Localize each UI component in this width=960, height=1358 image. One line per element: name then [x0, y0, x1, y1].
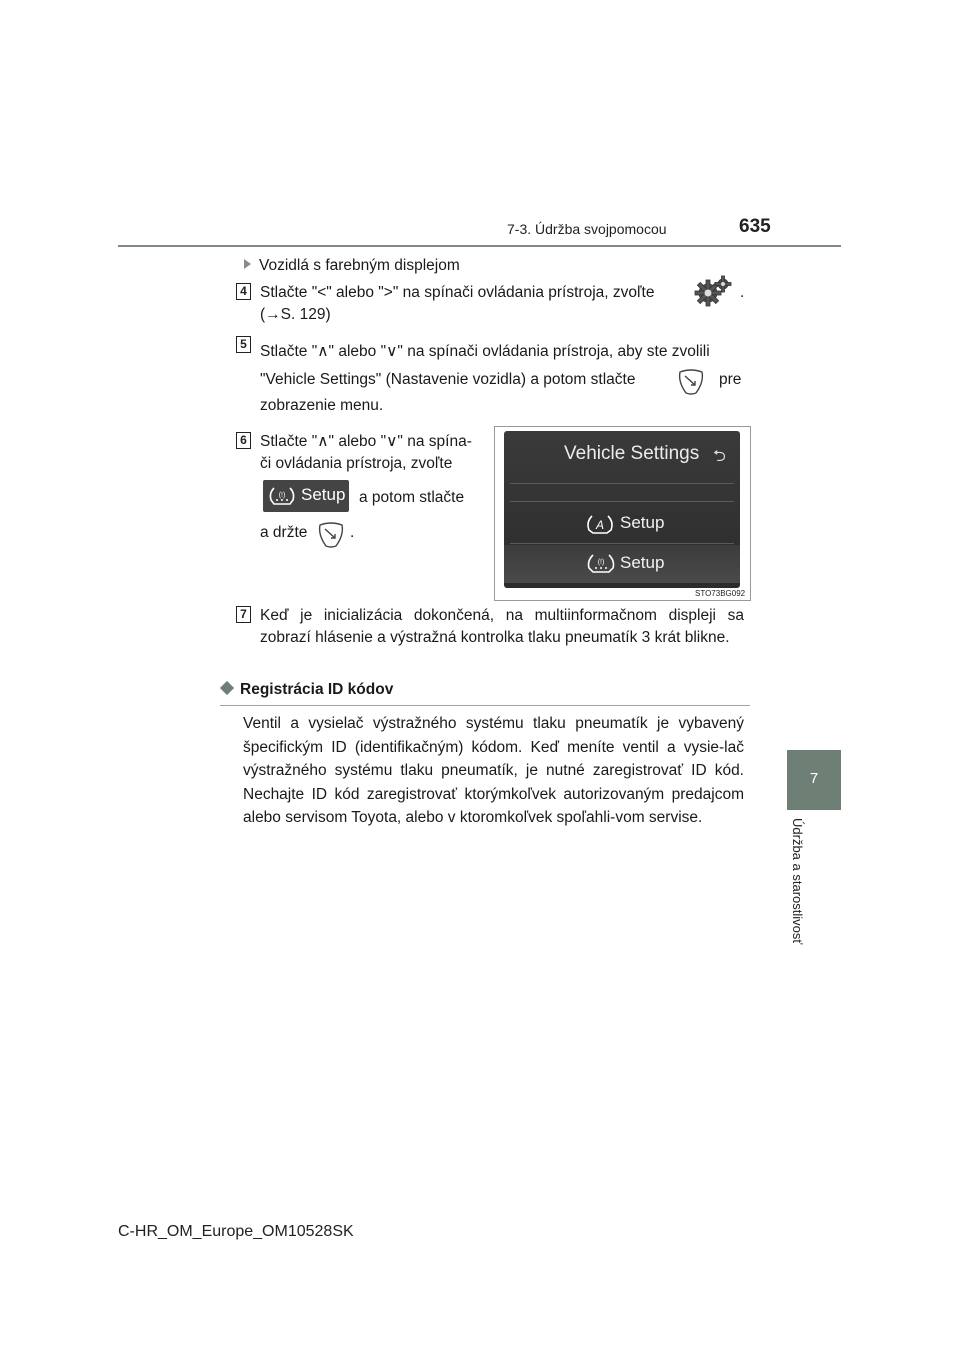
- step-5-line-2: "Vehicle Settings" (Nastavenie vozidla) a potom stlačte: [260, 371, 636, 388]
- screen-divider: [510, 483, 734, 484]
- svg-text:(!): (!): [278, 492, 286, 499]
- step-4-period: .: [740, 284, 745, 301]
- step-6-line-2: či ovládania prístroja, zvoľte: [260, 455, 453, 472]
- menu-item-tire-setup: [504, 545, 740, 583]
- tire-pressure-icon: [268, 485, 296, 507]
- diamond-bullet-icon: [220, 681, 234, 695]
- svg-text:A: A: [595, 518, 605, 532]
- step-number-6: 6: [236, 432, 251, 449]
- step-4-line-1: [260, 282, 750, 304]
- section-title: 7-3. Údržba svojpomocou: [507, 221, 667, 237]
- step-5-pre: pre: [719, 371, 742, 388]
- bullet-heading-text: Vozidlá s farebným displejom: [259, 257, 460, 274]
- subsection-body: Ventil a vysielač výstražného systému tlaku pneumatík je vybavený špecifickým ID (identifikačným) kódom. Keď meníte ventil a vysie-lač výstražného systému tlaku pneumatík, je nutné zaregistrovať ID kód. Nechajte ID kód zaregistrovať ktorýmkoľvek autorizovaným predajcom alebo servisom Toyota, alebo v ktoromkoľvek spoľahli-vom servise.: [243, 715, 744, 826]
- step-5-line-3: zobrazenie menu.: [260, 397, 384, 414]
- menu-item-label: Setup: [620, 553, 665, 572]
- menu-item-label: Setup: [620, 513, 665, 532]
- screen-divider: [510, 501, 734, 502]
- step-7-text: Keď je inicializácia dokončená, na multiinformačnom displeji sa zobrazí hlásenie a výstražná kontrolka tlaku pneumatík 3 krát blikne.: [260, 607, 744, 646]
- svg-text:(!): (!): [597, 559, 605, 566]
- display-screen: [504, 431, 740, 588]
- document-code-footer: C-HR_OM_Europe_OM10528SK: [118, 1223, 354, 1240]
- subsection-divider: [220, 705, 750, 706]
- subsection-title: Registrácia ID kódov: [240, 681, 394, 698]
- ok-button-icon: [676, 366, 706, 396]
- image-code: STO73BG092: [695, 589, 746, 598]
- tire-pressure-icon: [586, 552, 616, 576]
- chapter-label: Údržba a starostlivosť: [790, 818, 805, 945]
- page-number: 635: [739, 216, 771, 237]
- ok-button-icon: [316, 519, 346, 549]
- step-4-text: Stlačte "<" alebo ">" na spínači ovládania prístroja, zvoľte: [260, 284, 655, 301]
- step-6-period: .: [350, 524, 355, 541]
- triangle-bullet-icon: [244, 259, 251, 269]
- step-6-line-3: a potom stlačte: [359, 489, 465, 506]
- screen-divider: [510, 543, 734, 544]
- vehicle-settings-screen-image: [494, 426, 751, 601]
- menu-item-auto-setup: [504, 505, 740, 543]
- back-arrow-icon: ⮌: [713, 448, 726, 465]
- setup-chip-label: Setup: [301, 485, 346, 504]
- step-number-7: 7: [236, 606, 251, 623]
- step-number-5: 5: [236, 336, 251, 353]
- auto-icon: [584, 512, 616, 536]
- step-number-4: 4: [236, 283, 251, 300]
- step-6-line-1: Stlačte "∧" alebo "∨" na spína-: [260, 433, 472, 450]
- screen-title: Vehicle Settings: [564, 443, 700, 464]
- gear-icon: [693, 273, 733, 309]
- chapter-number: 7: [809, 770, 819, 787]
- subsection-heading: [219, 681, 393, 699]
- step-5-line-1: Stlačte "∧" alebo "∨" na spínači ovládania prístroja, aby ste zvolili: [260, 343, 710, 360]
- bullet-heading: [244, 255, 460, 277]
- header-divider: [118, 245, 841, 247]
- tire-setup-chip: [263, 480, 349, 512]
- step-6-line-4: a držte: [260, 524, 308, 541]
- chapter-tab: [787, 750, 841, 810]
- step-4-reference: (→S. 129): [260, 306, 331, 323]
